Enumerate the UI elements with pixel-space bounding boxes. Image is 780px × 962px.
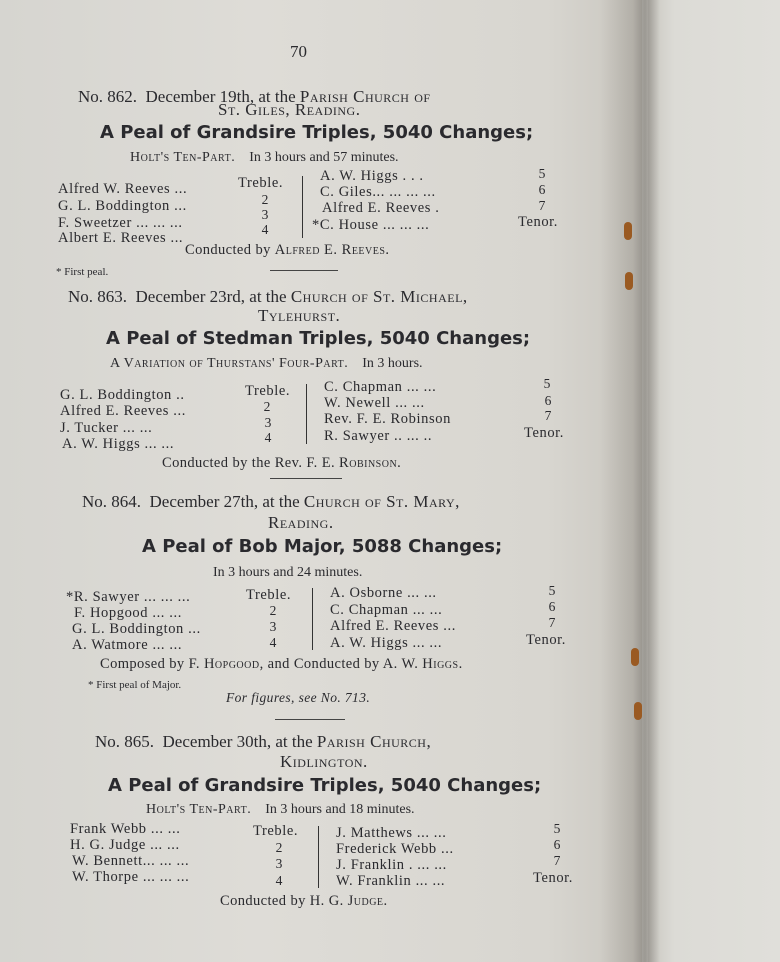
bell-label: Treble. [238, 175, 284, 191]
bell-number: 2 [261, 192, 269, 207]
bell-label: Tenor. [524, 425, 565, 441]
binding-stitch [625, 272, 633, 290]
binding-stitch [634, 702, 642, 720]
ringer: G. L. Boddington ... [58, 198, 187, 214]
peal-862-footnote: * First peal. [56, 266, 109, 278]
peal-865-title: A Peal of Grandsire Triples, 5040 Changes; [108, 775, 542, 796]
bell-label: Treble. [246, 587, 292, 603]
peal-862-place: St. Giles, Reading. [218, 100, 361, 119]
ringer: Alfred E. Reeves . [322, 200, 440, 216]
bell-number: 7 [544, 408, 552, 423]
ringer-tenor: R. Sawyer .. ... .. [324, 428, 433, 444]
book-gutter-shadow [600, 0, 660, 962]
binding-stitch [624, 222, 632, 240]
ringer: W. Bennett... ... ... [72, 853, 190, 869]
bell-number: 5 [548, 583, 556, 598]
peal-865-heading: No. 865. December 30th, at the Parish Church, [95, 732, 432, 751]
ringer-treble: Frank Webb ... ... [70, 821, 181, 837]
bell-number: 2 [263, 399, 271, 414]
page-number: 70 [290, 42, 307, 61]
binding-stitch [631, 648, 639, 666]
ringer: A. W. Higgs . . . [320, 168, 424, 184]
peal-864-title: A Peal of Bob Major, 5088 Changes; [142, 536, 503, 557]
ringer: A. W. Higgs ... ... [62, 436, 175, 452]
peal-863-conductor: Conducted by the Rev. F. E. Robinson. [162, 455, 402, 471]
column-divider [312, 588, 313, 650]
peal-864-place: Reading. [268, 513, 334, 532]
ringer: C. Chapman ... ... [330, 602, 443, 618]
ringer: Albert E. Reeves ... [58, 230, 184, 246]
ringer-treble: Alfred W. Reeves ... [58, 181, 188, 197]
bell-number: 7 [548, 615, 556, 630]
peal-864-footnote: * First peal of Major. [88, 679, 182, 691]
peal-864-heading: No. 864. December 27th, at the Church of St. Mary, [82, 492, 460, 511]
peal-863-composition: A Variation of Thurstans' Four-Part. In 3 hours. [110, 356, 423, 371]
bell-label: Treble. [245, 383, 291, 399]
ringer: J. Franklin . ... ... [336, 857, 447, 873]
peal-865-composition: Holt's Ten-Part. In 3 hours and 18 minutes. [146, 802, 415, 817]
bell-number: 4 [275, 873, 283, 888]
bell-number: 4 [264, 430, 272, 445]
ringer: A. Osborne ... ... [330, 585, 437, 601]
ringer: Alfred E. Reeves ... [330, 618, 456, 634]
bell-number: 5 [543, 376, 551, 391]
ringer-treble: G. L. Boddington .. [60, 387, 185, 403]
separator-rule [270, 270, 338, 271]
ringer-tenor: *C. House ... ... ... [312, 217, 430, 233]
peal-862-title: A Peal of Grandsire Triples, 5040 Changes; [100, 122, 534, 143]
ringer: J. Matthews ... ... [336, 825, 447, 841]
bell-number: 3 [275, 856, 283, 871]
peal-865-place: Kidlington. [280, 752, 368, 771]
bell-number: 6 [553, 837, 561, 852]
ringer: Rev. F. E. Robinson [324, 411, 451, 427]
peal-863-heading: No. 863. December 23rd, at the Church of St. Michael, [68, 287, 468, 306]
ringer-tenor: A. W. Higgs ... ... [330, 635, 443, 651]
ringer: Alfred E. Reeves ... [60, 403, 186, 419]
separator-rule [275, 719, 345, 720]
bell-number: 7 [553, 853, 561, 868]
bell-number: 7 [538, 198, 546, 213]
column-divider [318, 826, 319, 888]
bell-number: 5 [538, 166, 546, 181]
bell-number: 6 [538, 182, 546, 197]
bell-label: Tenor. [533, 870, 574, 886]
bell-number: 2 [275, 840, 283, 855]
peal-864-duration: In 3 hours and 24 minutes. [213, 565, 363, 580]
column-divider [306, 384, 307, 444]
peal-862-conductor: Conducted by Alfred E. Reeves. [185, 242, 390, 258]
peal-865-conductor: Conducted by H. G. Judge. [220, 893, 388, 909]
ringer: G. L. Boddington ... [72, 621, 201, 637]
bell-label: Tenor. [518, 214, 559, 230]
ringer: J. Tucker ... ... [60, 420, 153, 436]
bell-label: Treble. [253, 823, 299, 839]
bell-number: 5 [553, 821, 561, 836]
bell-number: 3 [261, 207, 269, 222]
bell-number: 4 [261, 222, 269, 237]
bell-number: 6 [548, 599, 556, 614]
peal-863-place: Tylehurst. [258, 306, 341, 325]
ringer: H. G. Judge ... ... [70, 837, 180, 853]
ringer: C. Giles... ... ... ... [320, 184, 436, 200]
ringer: W. Thorpe ... ... ... [72, 869, 190, 885]
peal-862-composition: Holt's Ten-Part. In 3 hours and 57 minutes. [130, 150, 399, 165]
bell-number: 6 [544, 393, 552, 408]
peal-864-figures-note: For figures, see No. 713. [226, 690, 371, 705]
peal-864-composer-conductor: Composed by F. Hopgood, and Conducted by A. W. Higgs. [100, 656, 463, 672]
ringer: F. Sweetzer ... ... ... [58, 215, 183, 231]
bell-number: 3 [269, 619, 277, 634]
ringer: Frederick Webb ... [336, 841, 454, 857]
separator-rule [270, 478, 342, 479]
column-divider [302, 176, 303, 238]
ringer-tenor: W. Franklin ... ... [336, 873, 446, 889]
peal-862-heading: No. 862. December 19th, at the Parish Church of [78, 87, 431, 106]
ringer: W. Newell ... ... [324, 395, 425, 411]
bell-number: 4 [269, 635, 277, 650]
ringer: F. Hopgood ... ... [74, 605, 182, 621]
peal-863-title: A Peal of Stedman Triples, 5040 Changes; [106, 328, 531, 349]
ringer: A. Watmore ... ... [72, 637, 183, 653]
ringer: C. Chapman ... ... [324, 379, 437, 395]
adjacent-page [648, 0, 780, 962]
bell-number: 3 [264, 415, 272, 430]
ringer-treble: *R. Sawyer ... ... ... [66, 589, 191, 605]
bell-number: 2 [269, 603, 277, 618]
bell-label: Tenor. [526, 632, 567, 648]
